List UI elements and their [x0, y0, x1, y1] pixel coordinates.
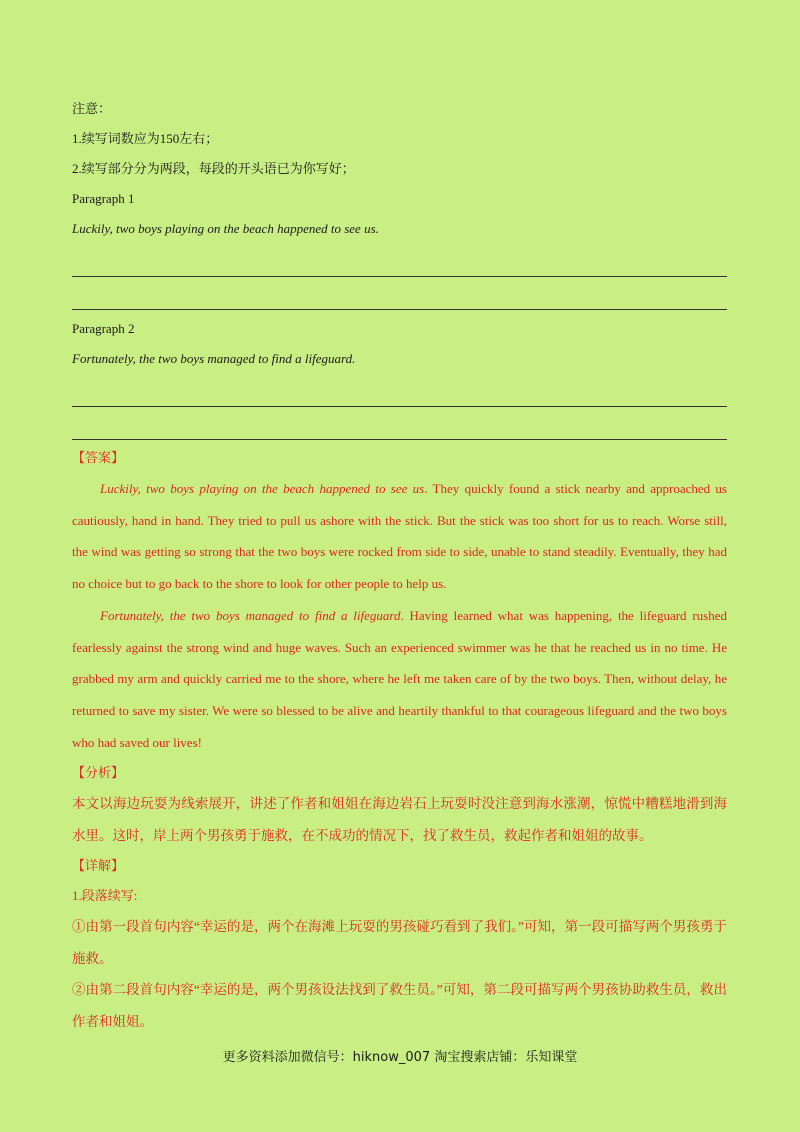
page-footer: 更多资料添加微信号：hiknow_007 淘宝搜索店铺：乐知课堂 [222, 1050, 578, 1065]
notes-heading: 注意： [72, 101, 112, 116]
details-point-1: ①由第一段首句内容“幸运的是，两个在海滩上玩耍的男孩碰巧看到了我们。”可知，第一段可描写两个男孩勇于施救。 [72, 919, 727, 966]
answer-paragraph-2-lead: Fortunately, the two boys managed to find a lifeguard [100, 607, 401, 623]
details-heading: 【详解】 [72, 858, 125, 874]
answer-paragraph-1-lead: Luckily, two boys playing on the beach happened to see us [100, 481, 425, 496]
worksheet-page [72, 94, 727, 1037]
answer-heading: 【答案】 [72, 450, 125, 465]
writing-line [72, 244, 727, 277]
analysis-heading: 【分析】 [72, 765, 125, 781]
answer-paragraph-1-body: . They quickly found a stick nearby and approached us cautiously, hand in hand. They tried to pull us ashore with the stick. But the stick was too short for us to reach. Worse still, the wind was getting so strong that the two boys were rocked from side to side, unable to stand steadily. Eventually, they had no choice but to go back to the shore to look for other people to help us. [72, 481, 727, 592]
answer-paragraph-2-body: . Having learned what was happening, the lifeguard rushed fearlessly against the strong wind and huge waves. Such an experienced swimmer was he that he reached us in no time. He grabbed my arm and quickly carried me to the shore, where he left me taken care of by the two boys. Then, without delay, he returned to save my sister. We were so blessed to be alive and heartily thankful to that courageous lifeguard and the two boys who had saved our lives! [72, 607, 728, 750]
note-item-1: 1.续写词数应为150左右； [72, 131, 219, 146]
details-subheading: 1.段落续写: [72, 888, 138, 904]
paragraph1-opening: Luckily, two boys playing on the beach happened to see us. [72, 221, 379, 236]
paragraph2-label: Paragraph 2 [72, 321, 135, 336]
paragraph2-opening: Fortunately, the two boys managed to find a lifeguard. [72, 351, 356, 366]
writing-line [72, 277, 727, 310]
details-point-2: ②由第二段首句内容“幸运的是，两个男孩设法找到了救生员。”可知，第二段可描写两个男孩协助救生员，救出作者和姐姐。 [72, 982, 727, 1029]
answer-paragraph-1 [72, 473, 727, 600]
note-item-2: 2.续写部分分为两段，每段的开头语已为你写好； [72, 161, 355, 176]
answer-paragraph-2 [72, 600, 727, 759]
paragraph1-label: Paragraph 1 [72, 191, 135, 206]
writing-line [72, 374, 727, 407]
writing-line [72, 407, 727, 440]
analysis-text: 本文以海边玩耍为线索展开，讲述了作者和姐姐在海边岩石上玩耍时没注意到海水涨潮，惊慌中糟糕地滑到海水里。这时，岸上两个男孩勇于施救，在不成功的情况下，找了救生员，救起作者和姐姐的故事。 [72, 796, 727, 843]
